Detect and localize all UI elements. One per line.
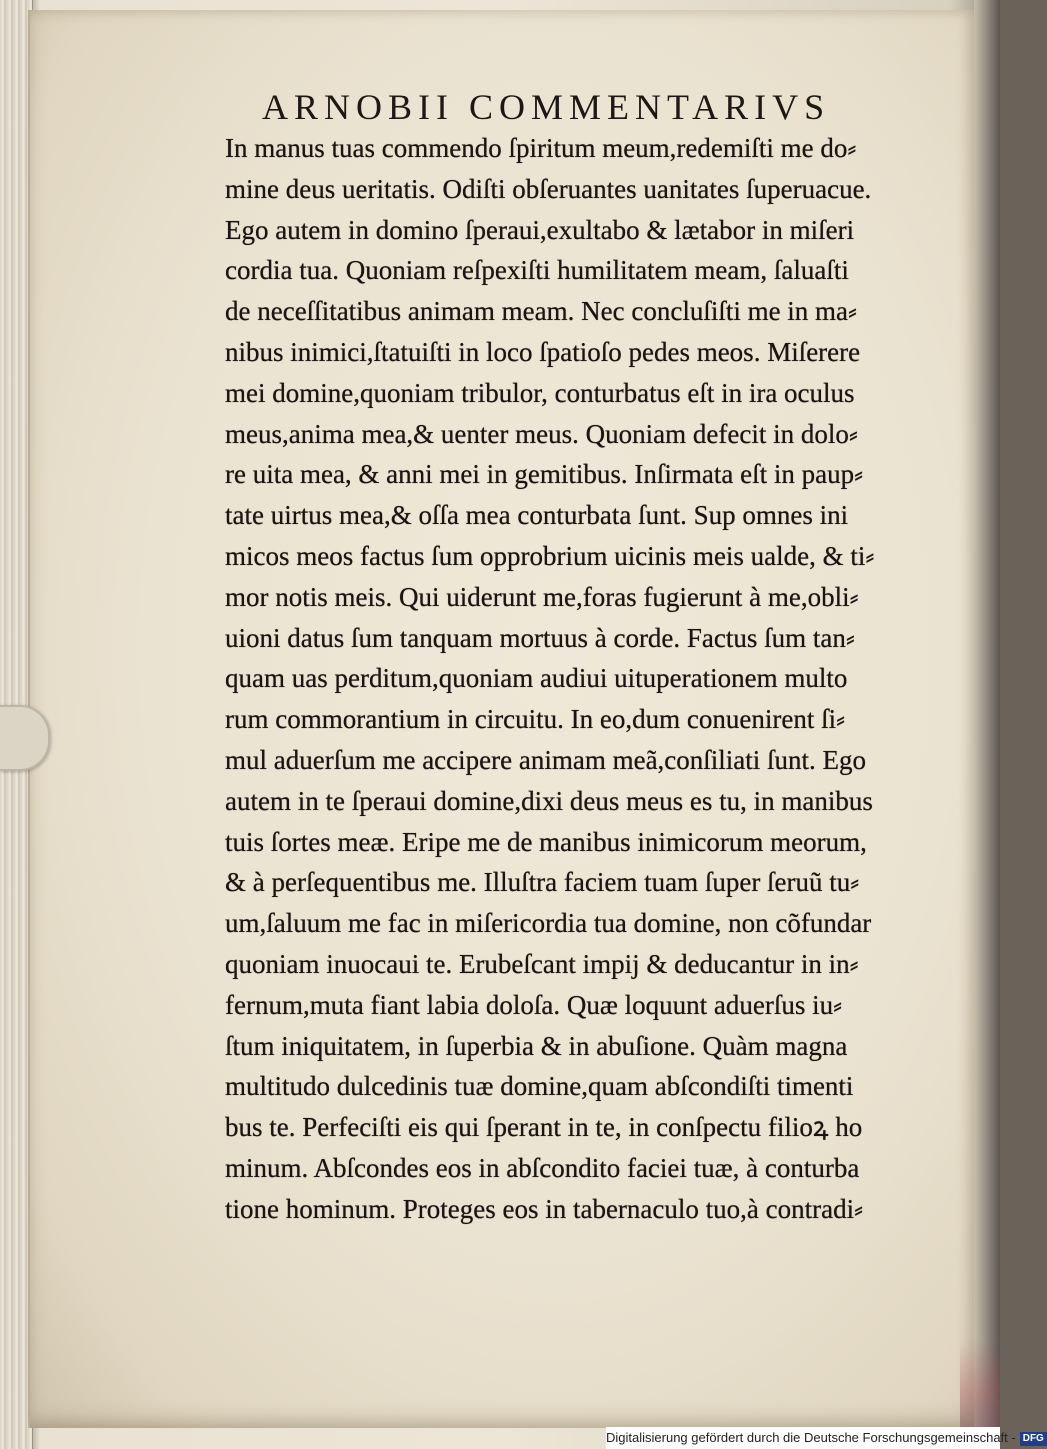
text-line: re uita mea, & anni mei in gemitibus. Inſirmata eſt in paup⸗ <box>225 459 864 490</box>
body-text <box>225 128 925 1230</box>
text-line: minum. Abſcondes eos in abſcondito faciei tuæ, à conturba <box>225 1152 860 1183</box>
text-line: bus te. Perfeciſti eis qui ſperant in te, in conſpectu filioꝝ ho <box>225 1112 863 1143</box>
dfg-logo[interactable]: DFG <box>1020 1432 1047 1446</box>
text-line: mul aduerſum me accipere animam meã,conſiliati ſunt. Ego <box>225 744 867 775</box>
text-line: mine deus ueritatis. Odiſti obſeruantes uanitates ſuperuacue. <box>225 173 872 204</box>
text-line: tione hominum. Proteges eos in tabernaculo tuo,à contradi⸗ <box>225 1193 864 1224</box>
corner-stain <box>960 1339 1000 1429</box>
digitization-credit <box>606 1427 1044 1449</box>
text-line: & à perſequentibus me. Illuſtra faciem tuam ſuper ſeruũ tu⸗ <box>225 867 860 898</box>
credit-text: Digitalisierung gefördert durch die Deutsche Forschungsgemeinschaft - <box>606 1430 1016 1445</box>
text-line: uioni datus ſum tanquam mortuus à corde. Factus ſum tan⸗ <box>225 622 855 653</box>
text-line: mor notis meis. Qui uiderunt me,foras fugierunt à me,obli⸗ <box>225 581 859 612</box>
text-line: de neceſſitatibus animam meam. Nec concluſiſti me in ma⸗ <box>225 296 858 327</box>
running-head: ARNOBII COMMENTARIVS <box>262 87 831 127</box>
page-right-edge <box>974 0 1000 1449</box>
text-line: autem in te ſperaui domine,dixi deus meus es tu, in manibus <box>225 785 873 816</box>
text-line: Ego autem in domino ſperaui,exultabo & lætabor in miſeri <box>225 214 855 245</box>
text-line: tuis ſortes meæ. Eripe me de manibus inimicorum meorum, <box>225 826 867 857</box>
text-line: tate uirtus mea,& oſſa mea conturbata ſunt. Sup omnes ini <box>225 500 849 531</box>
text-line: quam uas perditum,quoniam audiui uituperationem multo <box>225 663 848 694</box>
text-line: nibus inimici,ſtatuiſti in loco ſpatioſo pedes meos. Miſerere <box>225 336 861 367</box>
text-line: ſtum iniquitatem, in ſuperbia & in abuſione. Quàm magna <box>225 1030 848 1061</box>
text-line: quoniam inuocaui te. Erubeſcant impij & deducantur in in⸗ <box>225 948 859 979</box>
text-line: rum commorantium in circuitu. In eo,dum conuenirent ſi⸗ <box>225 704 846 735</box>
text-line: meus,anima mea,& uenter meus. Quoniam defecit in dolo⸗ <box>225 418 858 449</box>
text-line: um,ſaluum me fac in miſericordia tua domine, non cõfundar <box>225 908 872 939</box>
text-line: fernum,muta fiant labia doloſa. Quæ loquunt aduerſus iu⸗ <box>225 989 843 1020</box>
text-line: cordia tua. Quoniam reſpexiſti humilitatem meam, ſaluaſti <box>225 255 849 286</box>
text-line: multitudo dulcedinis tuæ domine,quam abſcondiſti timenti <box>225 1071 854 1102</box>
text-line: micos meos factus ſum opprobrium uicinis meis ualde, & ti⸗ <box>225 540 875 571</box>
text-line: In manus tuas commendo ſpiritum meum,redemiſti me do⸗ <box>225 133 857 163</box>
text-line: mei domine,quoniam tribulor, conturbatus eſt in ira oculus <box>225 377 855 408</box>
